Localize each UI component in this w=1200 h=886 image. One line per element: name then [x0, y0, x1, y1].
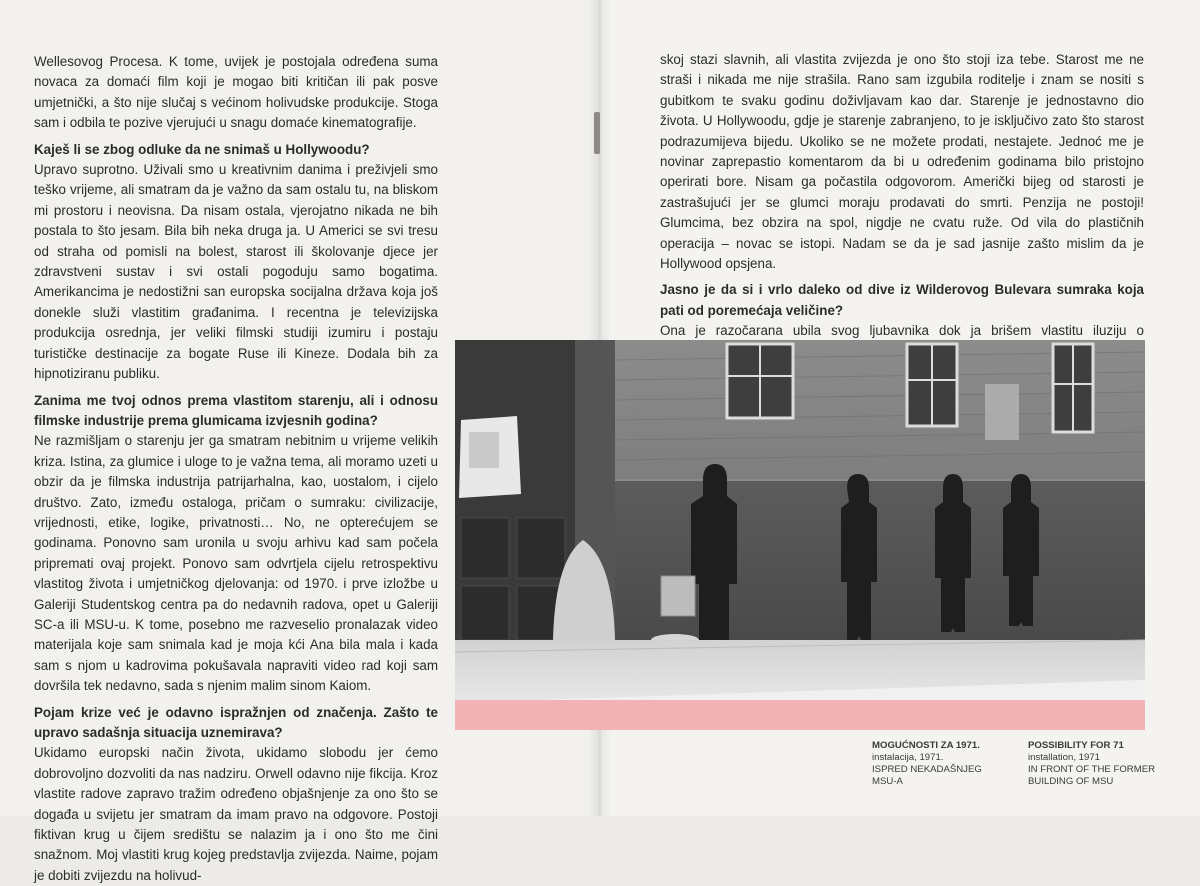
- caption-line: BUILDING OF MSU: [1028, 776, 1114, 787]
- left-paragraph: Upravo suprotno. Uživali smo u kreativnim danima i preživjeli smo teško vrijeme, ali smatram da je važno da sam ostalu tu, na bliskom mi prostoru i neovisna. Da nisam ostala, vjerojatno nikada ne bih postala to što jesam. Bila bih neka druga ja. U Americi se svi tresu od straha od pomisli na bolest, starost ili školovanje djece jer zdravstveni sustav i svi ostali pogoduju samo bogatima. Amerikancima je nedostižni san europska socijalna država koja još donekle služi vlastitim građanima. I recentna je televizijska produkcija osrednja, jer veliki filmski studiji izumiru i postaju turističke destinacije za bogate Ruse ili Kineze. Dodala bih za hipnotiziranu publiku.: [34, 162, 438, 382]
- interview-question: Zanima me tvoj odnos prema vlastitom starenju, ali i odnosu filmske industrije prema glumicama izvjesnih godina?: [34, 392, 438, 428]
- caption-line: IN FRONT OF THE FORMER: [1028, 764, 1156, 775]
- interview-question: Pojam krize već je odavno ispražnjen od značenja. Zašto te upravo sadašnja situacija uznemirava?: [34, 704, 438, 740]
- caption-title: POSSIBILITY FOR 71: [1028, 740, 1124, 751]
- caption-line: MSU-A: [872, 776, 903, 787]
- left-paragraph: Ukidamo europski način života, ukidamo slobodu jer ćemo dobrovoljno dozvoliti da nas nadziru. Orwell odavno nije fikcija. Kroz vlastite radove zapravo tražim određeno objašnjenje za ono što se događa u svijetu jer smatram da imam pravo na odgovore. Postoji fiktivan krug u čijem središtu se nalazim ja i ono što me čini snažnom. Moj vlastiti krug kojeg predstavlja zvijezda. Naime, pojam je dobiti zvijezdu na holivud-: [34, 745, 438, 883]
- left-paragraph: Ne razmišljam o starenju jer ga smatram nebitnim u vrijeme velikih kriza. Istina, za glumice i uloge to je važna tema, ali moramo uzeti u obzir da je filmska industrija patrijarhalna, kao, uostalom, i cijelo društvo. Zato, između ostaloga, pričam o sumraku: civilizacije, vrijednosti, etike, logike, privatnosti… No, ne opterećujem se godinama. Ponovno sam uronila u svoju arhivu kad sam počela pripremati ovaj projekt. Ponovo sam odvrtjela cijelu retrospektivu vlastitog života i umjetničkog djelovanja: od 1970. i prve izložbe u Galeriji Studentskog centra pa do nedavnih radova, opet u Galeriji SC-a ili MSU-u. K tome, posebno me razveselio pronalazak video materijala koje sam snimala kad je moja kći Ana bila mala i kada sam s njom u kadrovima pokušavala napraviti video rad koji sam dovršila tek nedavno, sada s njenim malim sinom Kaiom.: [34, 433, 438, 694]
- interview-question: Jasno je da si i vrlo daleko od dive iz Wilderovog Bulevara sumraka koja pati od poremećaja veličine?: [660, 282, 1144, 318]
- right-column: [660, 50, 1144, 362]
- pink-accent-bar: [455, 700, 1145, 730]
- left-column: [34, 52, 438, 886]
- installation-photo: [455, 340, 1145, 700]
- caption-line: instalacija, 1971.: [872, 752, 944, 763]
- caption-english: [1028, 740, 1168, 788]
- staple-top: [594, 112, 600, 154]
- caption-title: MOGUĆNOSTI ZA 1971.: [872, 740, 980, 751]
- photo-installation-icon: [455, 340, 1145, 700]
- interview-question: Kaješ li se zbog odluke da ne snimaš u Hollywoodu?: [34, 141, 370, 157]
- right-paragraph: Ona je razočarana ubila svog ljubavnika dok ja brišem vlastitu iluziju o: [660, 323, 1144, 339]
- left-paragraph: Wellesovog Procesa. K tome, uvijek je postojala određena suma novaca za domaći film koji je mogao biti kritičan ili pak posve umjetnički, a što nije slučaj s većinom holivudske produkcije. Stoga sam i odbila te pozive vjerujući u snagu domaće kinematografije.: [34, 54, 438, 131]
- caption-croatian: [872, 740, 1012, 788]
- caption-line: installation, 1971: [1028, 752, 1101, 763]
- right-paragraph: skoj stazi slavnih, ali vlastita zvijezda je ono što stoji iza tebe. Starost me ne straši i nikada me nije strašila. Rano sam izgubila roditelje i znam se nositi s gubitkom te svaku godinu doživljavam kao dar. Starenje je jednostavno dio života. U Hollywoodu, gdje je starenje zabranjeno, to je isključivo zato što starost podrazumijeva bijedu. Ukoliko se ne možete prodati, nestajete. Jednoć me je novinar zaprepastio komentarom da bi u određenim godinama bilo pristojno operirati bore. Nisam ga počastila odgovorom. Američki bijeg od starosti je zastrašujući jer se glumci moraju prodavati do smrti. Penzija ne postoji! Glumcima, bez obzira na spol, nigdje ne cvatu ruže. Od vila do plastičnih operacija – novac se istopi. Nadam se da je sad jasnije zašto mislim da je Hollywood opsjena.: [660, 52, 1144, 272]
- caption-line: ISPRED NEKADAŠNJEG: [872, 764, 982, 775]
